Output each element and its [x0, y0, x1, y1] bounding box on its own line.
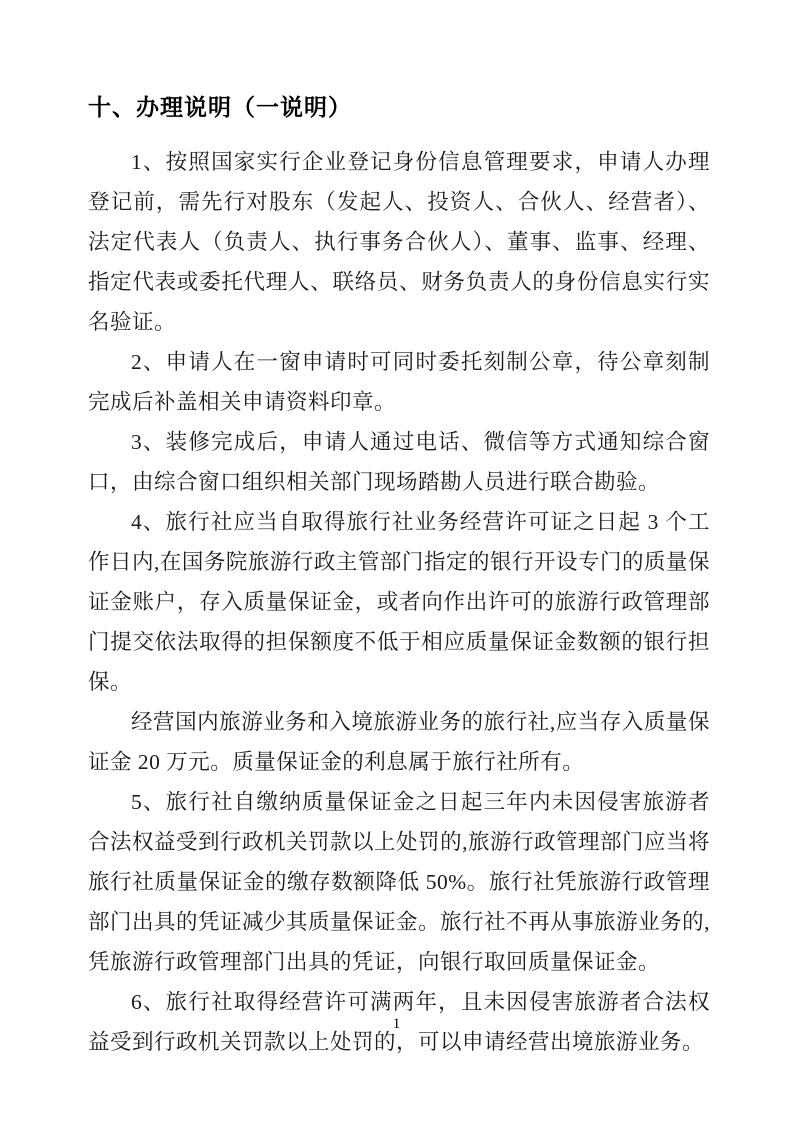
page-number: 1: [392, 1016, 401, 1032]
paragraph-7: 6、旅行社取得经营许可满两年，且未因侵害旅游者合法权益受到行政机关罚款以上处罚的，可以申请经营出境旅游业务。: [88, 990, 710, 1054]
paragraph-1: 1、按照国家实行企业登记身份信息管理要求，申请人办理登记前，需先行对股东（发起人、投资人、合伙人、经营者）、法定代表人（负责人、执行事务合伙人）、董事、监事、经理、指定代表或委托代理人、联络员、财务负责人的身份信息实行实名验证。: [88, 150, 710, 334]
paragraph-3: 3、装修完成后，申请人通过电话、微信等方式通知综合窗口，由综合窗口组织相关部门现场踏勘人员进行联合勘验。: [88, 430, 710, 494]
paragraph-2: 2、申请人在一窗申请时可同时委托刻制公章，待公章刻制完成后补盖相关申请资料印章。: [88, 350, 710, 414]
paragraph-4: 4、旅行社应当自取得旅行社业务经营许可证之日起 3 个工作日内,在国务院旅游行政主管部门指定的银行开设专门的质量保证金账户，存入质量保证金，或者向作出许可的旅游行政管理部门提交依法取得的担保额度不低于相应质量保证金数额的银行担保。: [88, 510, 710, 694]
section-title: 十、办理说明（一说明）: [88, 95, 352, 121]
paragraph-6: 5、旅行社自缴纳质量保证金之日起三年内未因侵害旅游者合法权益受到行政机关罚款以上处罚的,旅游行政管理部门应当将旅行社质量保证金的缴存数额降低 50%。旅行社凭旅游行政管理部门出具的凭证减少其质量保证金。旅行社不再从事旅游业务的,凭旅游行政管理部门出具的凭证，向银行取回质量保证金。: [88, 790, 710, 974]
document-content: [88, 88, 710, 1062]
body-text: [88, 142, 710, 1062]
paragraph-5: 经营国内旅游业务和入境旅游业务的旅行社,应当存入质量保证金 20 万元。质量保证金的利息属于旅行社所有。: [88, 710, 710, 774]
